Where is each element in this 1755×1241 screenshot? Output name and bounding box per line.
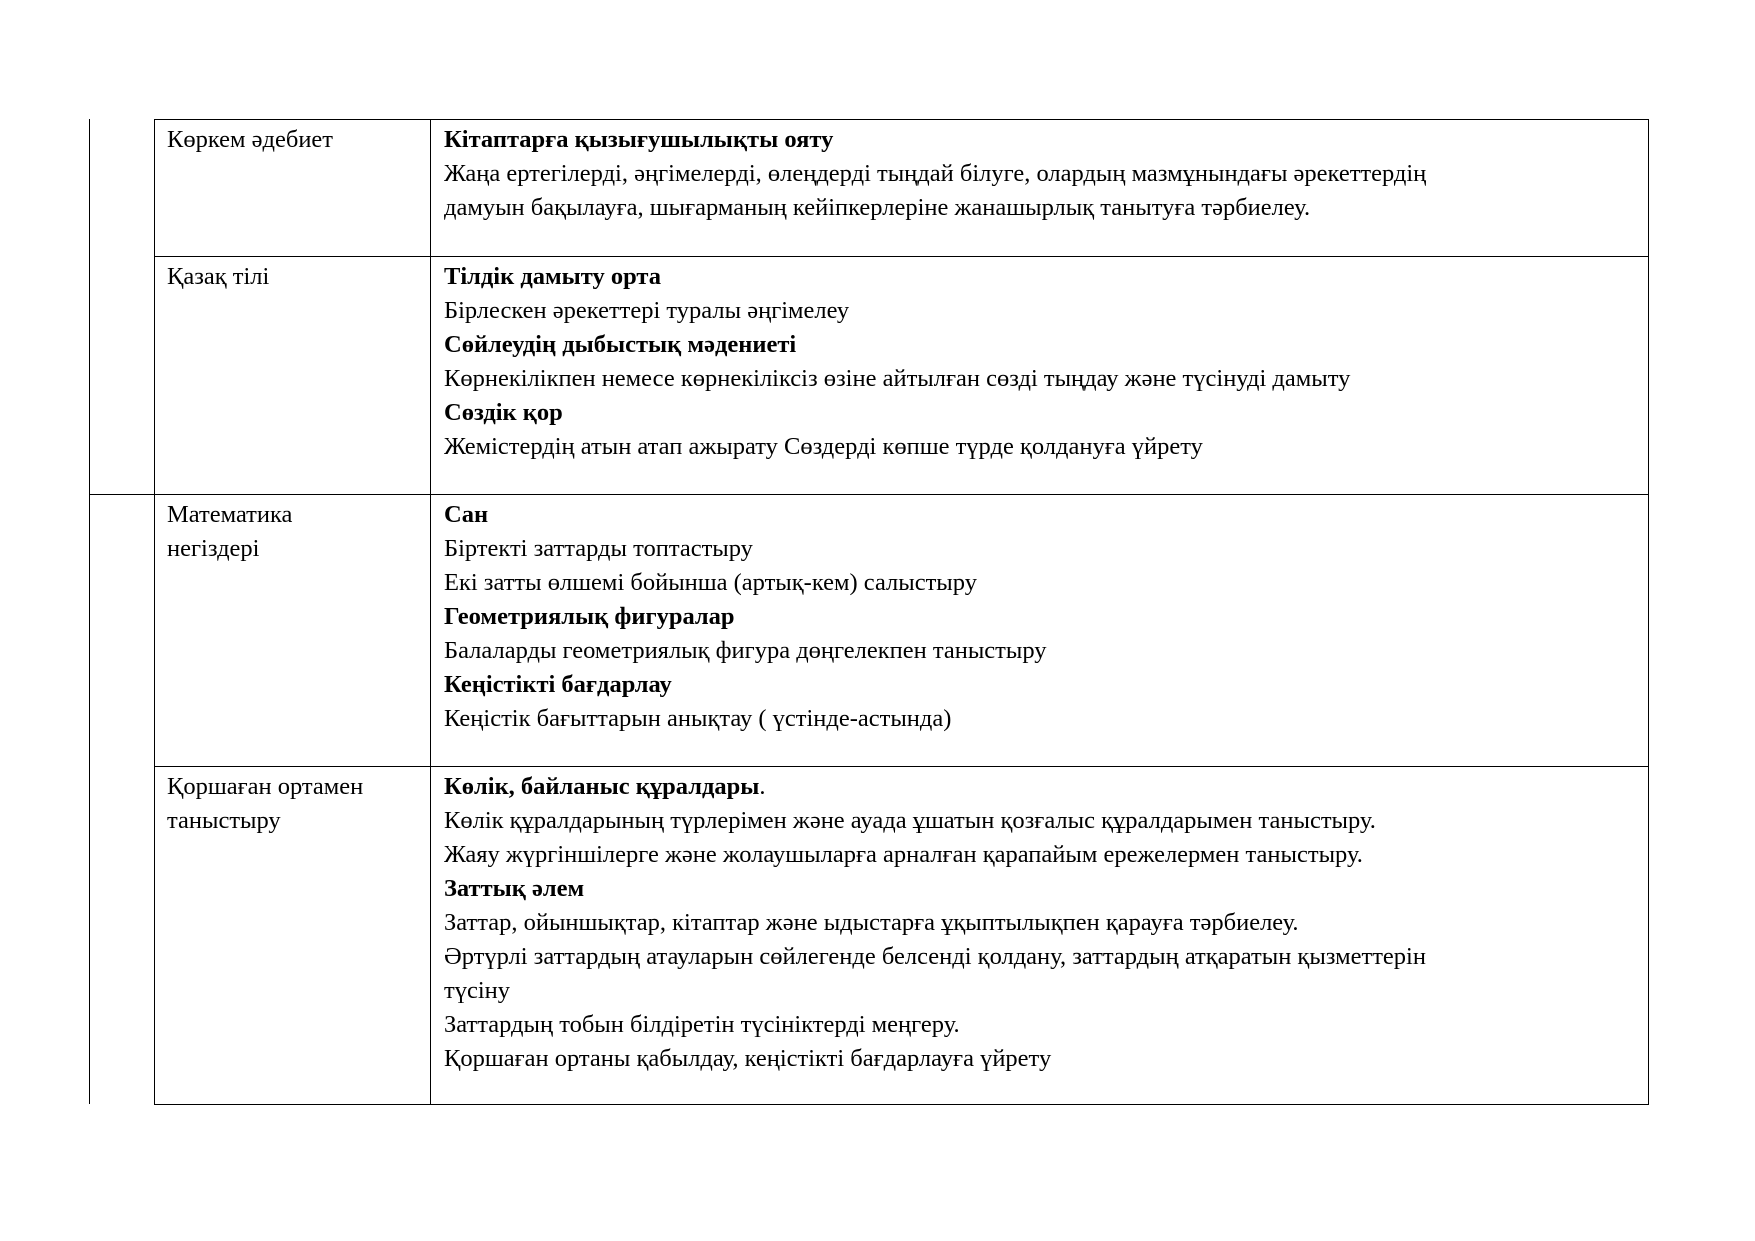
content-line: Балаларды геометриялық фигура дөңгелекпен таныстыру	[444, 637, 1047, 664]
table-top-border	[154, 119, 1649, 120]
subject-cell-row-2	[167, 260, 427, 294]
content-cell-row-3	[444, 498, 1644, 736]
table-right-border	[1648, 119, 1649, 1104]
content-line: Қоршаған ортаны қабылдау, кеңістікті бағдарлауға үйрету	[444, 1045, 1052, 1072]
topic-heading: Сөздік қор	[444, 399, 563, 426]
content-line: Көрнекілікпен немесе көрнекіліксіз өзіне айтылған сөзді тыңдау және түсінуді дамыту	[444, 365, 1351, 392]
topic-heading: Сан	[444, 501, 489, 528]
row-divider-1	[154, 256, 1649, 257]
subject-cell-row-3	[167, 498, 427, 566]
content-line: Кеңістік бағыттарын анықтау ( үстінде-астында)	[444, 705, 952, 732]
content-line: Заттардың тобын білдіретін түсініктерді меңгеру.	[444, 1011, 960, 1038]
content-line: Заттар, ойыншықтар, кітаптар және ыдыстарға ұқыптылықпен қарауға тәрбиелеу.	[444, 909, 1299, 936]
row-divider-3	[154, 766, 1649, 767]
content-cell-row-2	[444, 260, 1644, 464]
content-line: Жемістердің атын атап ажырату Сөздерді көпше түрде қолдануға үйрету	[444, 433, 1203, 460]
topic-heading: Кітаптарға қызығушылықты ояту	[444, 126, 834, 153]
content-line: түсіну	[444, 977, 510, 1004]
topic-heading: Кеңістікті бағдарлау	[444, 671, 672, 698]
table-bottom-border	[154, 1104, 1649, 1105]
content-line: Жаяу жүргіншілерге және жолаушыларға арналған қарапайым ережелермен таныстыру.	[444, 841, 1363, 868]
subject-cell-row-1	[167, 123, 427, 157]
subject-label: Көркем әдебиет	[167, 126, 334, 153]
subject-label: негіздері	[167, 535, 260, 562]
subject-label: таныстыру	[167, 807, 281, 834]
content-line: Әртүрлі заттардың атауларын сөйлегенде белсенді қолдану, заттардың атқаратын қызметтерін	[444, 943, 1426, 970]
topic-heading: Тілдік дамыту орта	[444, 263, 662, 290]
topic-heading: Көлік, байланыс құралдары	[444, 773, 760, 800]
heading-punctuation: .	[759, 773, 766, 800]
content-line: Көлік құралдарының түрлерімен және ауада ұшатын қозғалыс құралдарымен таныстыру.	[444, 807, 1376, 834]
subject-cell-row-4	[167, 770, 427, 838]
topic-heading: Сөйлеудің дыбыстық мәдениеті	[444, 331, 797, 358]
content-line: Біртекті заттарды топтастыру	[444, 535, 753, 562]
content-line: Екі затты өлшемі бойынша (артық-кем) салыстыру	[444, 569, 977, 596]
row-divider-2	[89, 494, 1649, 495]
table-left-border	[154, 119, 155, 1104]
topic-heading: Геометриялық фигуралар	[444, 603, 735, 630]
subject-label: Қоршаған ортамен	[167, 773, 364, 800]
subject-label: Математика	[167, 501, 293, 528]
column-divider	[430, 119, 431, 1104]
content-cell-row-4	[444, 770, 1644, 1076]
content-cell-row-1	[444, 123, 1644, 225]
left-margin-line	[89, 119, 90, 1104]
content-line: Жаңа ертегілерді, әңгімелерді, өлеңдерді тыңдай білуге, олардың мазмұнындағы әрекеттердің	[444, 160, 1427, 187]
content-line: Бірлескен әрекеттері туралы әңгімелеу	[444, 297, 850, 324]
subject-label: Қазақ тілі	[167, 263, 270, 290]
topic-heading: Заттық әлем	[444, 875, 585, 902]
content-line: дамуын бақылауға, шығарманың кейіпкерлеріне жанашырлық танытуға тәрбиелеу.	[444, 194, 1311, 221]
topic-heading-line	[444, 770, 1644, 804]
